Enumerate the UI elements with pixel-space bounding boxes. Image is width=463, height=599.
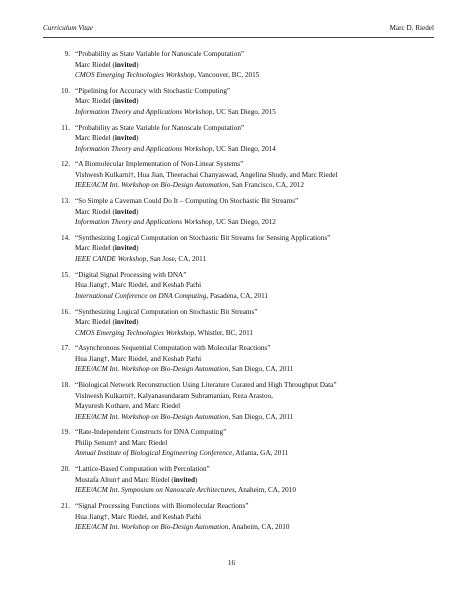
invited-tag: invited: [114, 207, 137, 216]
entry-title: “A Biomolecular Implementation of Non-Linear Systems”: [75, 160, 244, 169]
entry-authors: [75, 96, 463, 107]
entry-title: “Synthesizing Logical Computation on Stochastic Bit Streams for Sensing Applications”: [75, 233, 331, 242]
entry-authors: [75, 280, 463, 291]
publication-entry: [0, 343, 463, 375]
entry-number: 11.: [61, 123, 70, 132]
entry-venue: Annual Institute of Biological Engineering Conference: [75, 449, 233, 458]
entry-venue: CMOS Emerging Technologies Workshop: [75, 71, 195, 79]
publication-entry: [0, 380, 463, 422]
publication-entry: [0, 307, 463, 339]
invited-tag: invited: [114, 60, 137, 69]
entry-title: “Synthesizing Logical Computation on Stochastic Bit Streams”: [75, 307, 258, 316]
entry-venue: IEEE/ACM Int. Workshop on Bio-Design Automation: [75, 365, 229, 374]
entry-location: , San Jose, CA, 2011: [146, 254, 207, 263]
entry-venue-line: [75, 70, 463, 81]
entry-venue: IEEE CANDE Workshop: [75, 254, 147, 263]
publication-entry: [0, 159, 463, 191]
invited-tag: invited: [114, 134, 137, 143]
entry-location: , San Diego, CA, 2011: [228, 365, 294, 374]
entry-authors: [75, 354, 463, 365]
invited-tag: invited: [114, 318, 137, 327]
entry-number: 14.: [61, 233, 70, 242]
publication-entry: [0, 233, 463, 265]
publication-entry: [0, 427, 463, 459]
header-rule: [43, 37, 434, 38]
entry-venue-line: [75, 144, 463, 155]
author-text: Marc Riedel (: [75, 207, 115, 216]
entry-authors: [75, 133, 463, 144]
author-text: Mustafa Altun† and Marc Riedel (: [75, 475, 174, 484]
entry-authors: [75, 243, 463, 254]
entry-title: “Probability as State Variable for Nanoscale Computation”: [75, 123, 245, 132]
entry-location: , UC San Diego, 2015: [212, 107, 276, 116]
entry-venue-line: [75, 412, 463, 423]
entry-authors: [75, 512, 463, 523]
entry-venue: IEEE/ACM Int. Workshop on Bio-Design Automation: [75, 412, 229, 421]
entry-venue-line: [75, 217, 463, 228]
entry-authors: [75, 475, 463, 486]
publication-entry: [0, 123, 463, 155]
entry-authors: [75, 60, 463, 71]
entry-location: , Vancouver, BC, 2015: [194, 71, 260, 79]
entry-location: , UC San Diego, 2014: [212, 144, 276, 153]
entry-authors: [75, 170, 463, 181]
header-title: Curriculum Vitae: [43, 24, 93, 32]
author-text: ): [136, 244, 139, 253]
entry-number: 19.: [61, 428, 70, 437]
entry-venue: Information Theory and Applications Workshop: [75, 107, 213, 116]
entry-venue-line: [75, 448, 463, 459]
entry-title: “Signal Processing Functions with Biomolecular Reactions”: [75, 502, 249, 511]
invited-tag: invited: [114, 97, 137, 106]
entry-title: “Lattice-Based Computation with Percolation”: [75, 465, 210, 474]
entry-venue-line: [75, 254, 463, 265]
publication-entry: [0, 86, 463, 118]
entry-venue: International Conference on DNA Computing: [75, 291, 207, 300]
entry-number: 20.: [61, 465, 70, 474]
entry-title: “Probability as State Variable for Nanoscale Computation”: [75, 50, 245, 58]
author-text: ): [136, 318, 139, 327]
entry-venue-line: [75, 522, 463, 533]
publication-entry: [0, 270, 463, 302]
author-text: Hua Jiang†, Marc Riedel, and Keshab Parhi: [75, 512, 202, 521]
entry-location: , Atlanta, GA, 2011: [232, 449, 289, 458]
entry-authors: [75, 438, 463, 449]
entry-title: “Asynchronous Sequential Computation with Molecular Reactions”: [75, 344, 271, 353]
entry-title: “Biological Network Reconstruction Using Literature Curated and High Throughput Data”: [75, 381, 337, 390]
entry-title: “Digital Signal Processing with DNA”: [75, 270, 187, 279]
publication-list: [0, 49, 463, 538]
author-text: ): [136, 134, 139, 143]
entry-authors: [75, 207, 463, 218]
author-text: Vishwesh Kulkarni†, Hua Jian, Theerachai Chanyaswad, Angelina Shudy, and Marc Riedel: [75, 170, 338, 179]
author-text: ): [136, 60, 139, 69]
entry-number: 15.: [61, 270, 70, 279]
author-text: ): [194, 475, 198, 484]
entry-venue-line: [75, 180, 463, 191]
author-text: Marc Riedel (: [75, 60, 115, 69]
entry-authors-continued: Mayuresh Kothare, and Marc Riedel: [75, 402, 181, 411]
entry-venue: Information Theory and Applications Workshop: [75, 144, 213, 153]
invited-tag: invited: [173, 475, 195, 484]
entry-location: , San Francisco, CA, 2012: [228, 181, 304, 190]
author-text: ): [136, 97, 139, 106]
author-text: Philip Senum† and Marc Riedel: [75, 438, 168, 447]
entry-venue-line: [75, 291, 463, 302]
entry-venue: IEEE/ACM Int. Workshop on Bio-Design Automation: [75, 523, 229, 532]
entry-venue-line: [75, 107, 463, 118]
entry-authors: [75, 317, 463, 328]
entry-venue: IEEE/ACM Int. Workshop on Bio-Design Automation: [75, 181, 229, 190]
author-text: Hua Jiang†, Marc Riedel, and Keshab Parhi: [75, 354, 202, 363]
entry-venue: CMOS Emerging Technologies Workshop: [75, 328, 195, 337]
publication-entry: [0, 464, 463, 496]
entry-venue-line: [75, 485, 463, 496]
author-text: ): [136, 207, 139, 216]
entry-title: “Pipelining for Accuracy with Stochastic Computing”: [75, 86, 231, 95]
invited-tag: invited: [114, 244, 137, 253]
entry-location: , Pasadena, CA, 2011: [206, 291, 268, 300]
entry-location: , Anaheim, CA, 2010: [234, 486, 296, 495]
author-text: Marc Riedel (: [75, 97, 115, 106]
entry-number: 18.: [61, 381, 70, 390]
entry-venue-line: [75, 328, 463, 339]
author-text: Marc Riedel (: [75, 134, 115, 143]
entry-number: 10.: [61, 86, 70, 95]
entry-number: 12.: [61, 160, 70, 169]
entry-number: 9.: [64, 50, 70, 58]
entry-location: , San Diego, CA, 2011: [228, 412, 294, 421]
author-text: Marc Riedel (: [75, 244, 115, 253]
page-number: 16: [227, 559, 236, 567]
entry-number: 13.: [61, 197, 70, 206]
entry-number: 16.: [61, 307, 70, 316]
entry-location: , Anaheim, CA, 2010: [228, 523, 290, 532]
publication-entry: [0, 501, 463, 533]
entry-location: , Whistler, BC, 2011: [194, 328, 254, 337]
entry-venue-line: [75, 364, 463, 375]
publication-entry: [0, 49, 463, 81]
entry-title: “So Simple a Caveman Could Do It – Computing On Stochastic Bit Streams”: [75, 197, 299, 206]
entry-number: 17.: [61, 344, 70, 353]
entry-venue: IEEE/ACM Int. Symposium on Nanoscale Architectures: [75, 486, 235, 495]
entry-title: “Rate-Independent Constructs for DNA Computing”: [75, 428, 227, 437]
page-header: [43, 24, 434, 32]
author-text: Hua Jiang†, Marc Riedel, and Keshab Parhi: [75, 281, 202, 290]
entry-authors: [75, 391, 463, 402]
header-author: Marc D. Riedel: [389, 24, 434, 32]
entry-venue: Information Theory and Applications Workshop: [75, 218, 213, 227]
author-text: Vishwesh Kulkarni†, Kalyanasundaram Subramanian, Reza Arastoo,: [75, 391, 273, 400]
entry-location: , UC San Diego, 2012: [212, 218, 276, 227]
entry-number: 21.: [61, 502, 70, 511]
author-text: Marc Riedel (: [75, 318, 115, 327]
publication-entry: [0, 196, 463, 228]
